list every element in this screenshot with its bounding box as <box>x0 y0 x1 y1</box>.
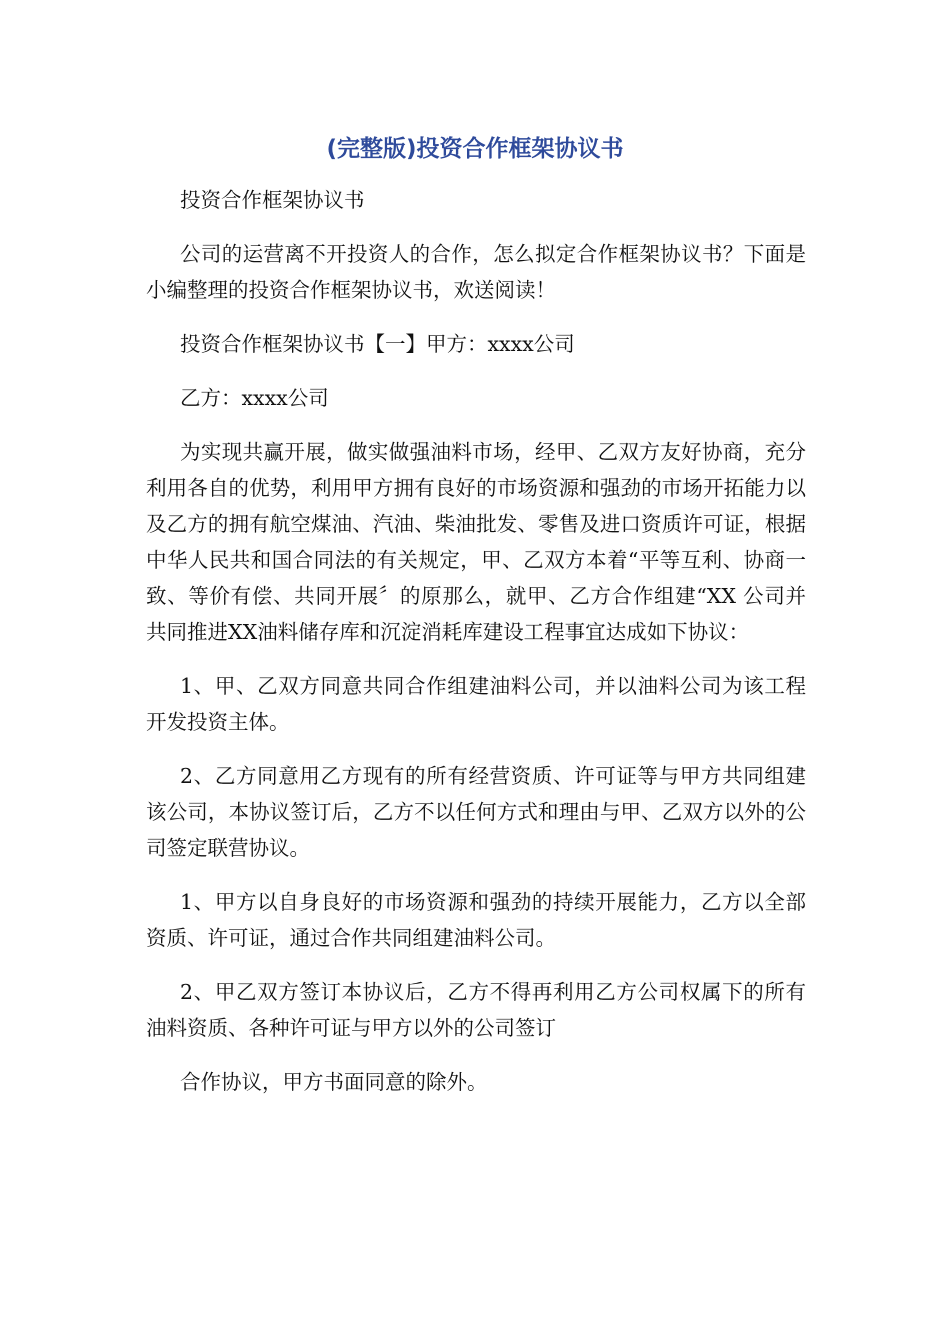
paragraph-preamble: 为实现共赢开展，做实做强油料市场，经甲、乙双方友好协商，充分利用各自的优势，利用甲方拥有良好的市场资源和强劲的市场开拓能力以及乙方的拥有航空煤油、汽油、柴油批发、零售及进口资质许可证，根据中华人民共和国合同法的有关规定，甲、乙双方本着“平等互利、协商一致、等价有偿、共同开展〞的原那么，就甲、乙方合作组建“XX 公司并共同推进XX油料储存库和沉淀消耗库建设工程事宜达成如下协议： <box>146 440 806 644</box>
paragraph-clause-1a: 1、甲、乙双方同意共同合作组建油料公司，并以油料公司为该工程开发投资主体。 <box>146 674 806 734</box>
paragraph-clause-2a: 2、乙方同意用乙方现有的所有经营资质、许可证等与甲方共同组建该公司，本协议签订后，乙方不以任何方式和理由与甲、乙双方以外的公司签定联营协议。 <box>146 764 806 860</box>
paragraph-clause-2b: 2、甲乙双方签订本协议后，乙方不得再利用乙方公司权属下的所有油料资质、各种许可证与甲方以外的公司签订 <box>146 980 806 1040</box>
paragraph-clause-1b: 1、甲方以自身良好的市场资源和强劲的持续开展能力，乙方以全部资质、许可证，通过合作共同组建油料公司。 <box>146 890 806 950</box>
document-title: (完整版)投资合作框架协议书 <box>326 136 624 162</box>
paragraph-party-a: 投资合作框架协议书【一】甲方：xxxx公司 <box>180 332 575 356</box>
paragraph-party-b: 乙方：xxxx公司 <box>180 386 329 410</box>
document-body <box>146 182 806 1118</box>
paragraph-intro: 公司的运营离不开投资人的合作，怎么拟定合作框架协议书？下面是小编整理的投资合作框架协议书，欢送阅读！ <box>146 242 806 302</box>
paragraph-clause-2b-continued: 合作协议，甲方书面同意的除外。 <box>180 1070 488 1094</box>
paragraph-subtitle: 投资合作框架协议书 <box>180 188 365 212</box>
